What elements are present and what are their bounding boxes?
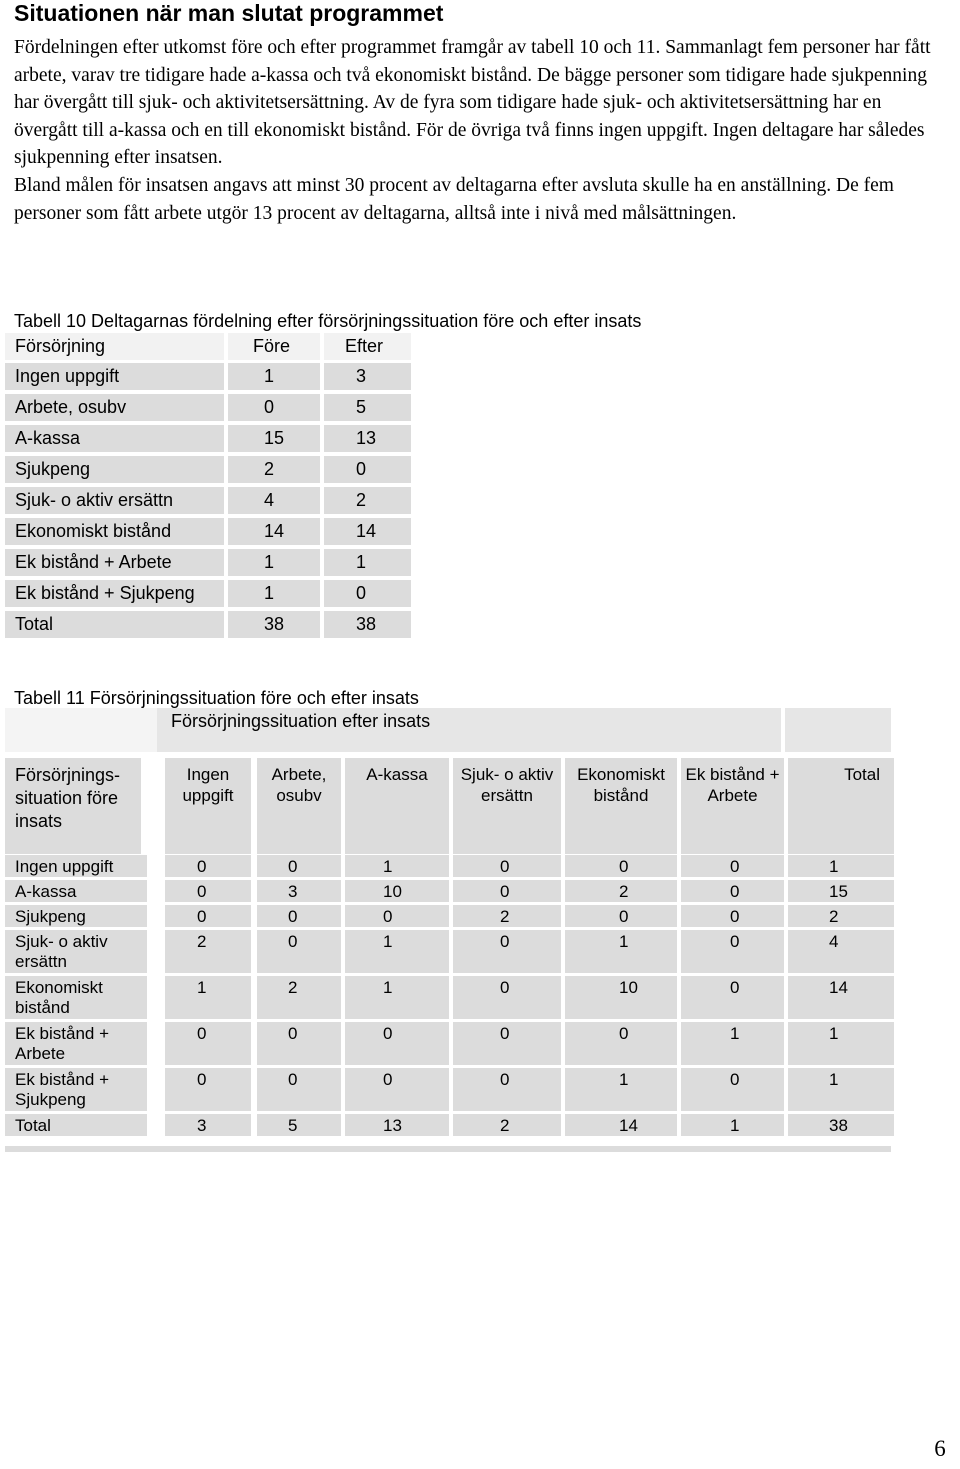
table11-col-header: Ingen uppgift [165, 758, 251, 854]
table11-cell: 3 [257, 880, 341, 902]
table11-row-label: Ingen uppgift [5, 855, 147, 877]
table11-cell: 1 [788, 1068, 894, 1111]
table11-cell: 2 [453, 905, 561, 927]
table11-row-header: Försörjnings-situation före insats [5, 758, 141, 854]
table11-row-label: A-kassa [5, 880, 147, 902]
table10-cell: 14 [324, 518, 411, 545]
table11-cell: 2 [165, 930, 251, 973]
table11-cell: 0 [681, 880, 784, 902]
table11-cell: 2 [565, 880, 677, 902]
table10-cell: 14 [228, 518, 320, 545]
table11-cell: 0 [345, 1022, 449, 1065]
table11-cell: 2 [257, 976, 341, 1019]
table10-cell: Ek bistånd + Sjukpeng [5, 580, 224, 607]
table10-cell: 1 [228, 580, 320, 607]
table10-header-cell: Efter [324, 333, 411, 360]
table10-cell: 4 [228, 487, 320, 514]
table11-cell: 1 [788, 1022, 894, 1065]
table10-cell: 2 [228, 456, 320, 483]
table11-col-header: Ek bistånd + Arbete [681, 758, 784, 854]
table10-cell: 38 [324, 611, 411, 638]
table11-cell: 0 [565, 1022, 677, 1065]
table10-cell: 1 [324, 549, 411, 576]
page-number: 6 [934, 1436, 946, 1461]
table10-header-cell: Före [228, 333, 320, 360]
table10-cell: 38 [228, 611, 320, 638]
table11-col-header: Sjuk- o aktiv ersättn [453, 758, 561, 854]
table11-row-label: Sjuk- o aktiv ersättn [5, 930, 147, 973]
table11-cell: 1 [681, 1022, 784, 1065]
table11-cell: 1 [345, 855, 449, 877]
table11-cell: 5 [257, 1114, 341, 1136]
table11-cell: 0 [681, 976, 784, 1019]
table11-cell: 14 [788, 976, 894, 1019]
table11-cell: 1 [345, 930, 449, 973]
table11-cell: 0 [257, 1068, 341, 1111]
table11-cell: 0 [453, 1068, 561, 1111]
table11-cell: 0 [565, 905, 677, 927]
table11-cell: 0 [453, 976, 561, 1019]
table11-row-label: Ek bistånd + Sjukpeng [5, 1068, 147, 1111]
table11-cell: 14 [565, 1114, 677, 1136]
table11-cell: 0 [453, 880, 561, 902]
table11-cell: 2 [788, 905, 894, 927]
table11-cell: 0 [681, 855, 784, 877]
table10-cell: Ek bistånd + Arbete [5, 549, 224, 576]
table11-col-header: Ekonomiskt bistånd [565, 758, 677, 854]
table11-cell: 0 [165, 905, 251, 927]
table10-cell: Sjukpeng [5, 456, 224, 483]
table11-cell: 0 [453, 930, 561, 973]
table10-cell: A-kassa [5, 425, 224, 452]
table11-cell: 0 [165, 1022, 251, 1065]
table11-cell: 1 [565, 930, 677, 973]
table11-cell: 0 [257, 905, 341, 927]
table10-cell: Ingen uppgift [5, 363, 224, 390]
table10-cell: 1 [228, 363, 320, 390]
table11-caption: Tabell 11 Försörjningssituation före och efter insats [14, 688, 419, 708]
paragraph-1: Fördelningen efter utkomst före och efter programmet framgår av tabell 10 och 11. Sammanlagt fem personer har fått arbete, varav tre tidigare hade a-kassa och två ekonomiskt bistånd. De bägge personer som tidigare hade sjukpenning har övergått till sjuk- och aktivitetsersättning. Av de fyra som tidigare hade sjuk- och aktivitetsersättning har en övergått till a-kassa och en till ekonomiskt bistånd. För de övriga två finns ingen uppgift. Ingen deltagare har således sjukpenning efter insatsen. [14, 37, 931, 169]
table11-row-label: Total [5, 1114, 147, 1136]
table11-cell: 0 [453, 1022, 561, 1065]
table11-cell: 0 [453, 855, 561, 877]
table10-cell: Sjuk- o aktiv ersättn [5, 487, 224, 514]
table11-cell: 0 [257, 855, 341, 877]
table10-cell: 15 [228, 425, 320, 452]
table11-footer-band [5, 1146, 891, 1152]
table11-cell: 10 [565, 976, 677, 1019]
table11-header-filler [5, 708, 157, 752]
table11-cell: 15 [788, 880, 894, 902]
table10-cell: 1 [228, 549, 320, 576]
table11-cell: 0 [257, 930, 341, 973]
table10-cell: Ekonomiskt bistånd [5, 518, 224, 545]
table11-header-filler [785, 708, 891, 752]
table11-cell: 0 [681, 930, 784, 973]
table11-cell: 0 [345, 905, 449, 927]
table10-cell: 0 [324, 580, 411, 607]
table10-cell: 13 [324, 425, 411, 452]
table11-cell: 1 [788, 855, 894, 877]
table11-cell: 13 [345, 1114, 449, 1136]
table10-cell: 0 [324, 456, 411, 483]
paragraph-2: Bland målen för insatsen angavs att minst 30 procent av deltagarna efter avsluta skulle ha en anställning. De fem personer som fått arbete utgör 13 procent av deltagarna, alltså inte i nivå med målsättningen. [14, 174, 894, 224]
table10-cell: 0 [228, 394, 320, 421]
table11-cell: 0 [565, 855, 677, 877]
table11-cell: 4 [788, 930, 894, 973]
table11-cell: 2 [453, 1114, 561, 1136]
table11-cell: 1 [565, 1068, 677, 1111]
table11-cell: 0 [681, 905, 784, 927]
table11-cell: 1 [345, 976, 449, 1019]
table11-cell: 38 [788, 1114, 894, 1136]
table11-cell: 0 [165, 880, 251, 902]
table10-cell: 3 [324, 363, 411, 390]
table11-cell: 0 [165, 855, 251, 877]
table11-cell: 10 [345, 880, 449, 902]
table10-cell: Arbete, osubv [5, 394, 224, 421]
table11-cell: 0 [165, 1068, 251, 1111]
table10-cell: Total [5, 611, 224, 638]
table11-cell: 1 [165, 976, 251, 1019]
table10-cell: 2 [324, 487, 411, 514]
table11-col-header: Total [788, 758, 894, 854]
table11-row-label: Sjukpeng [5, 905, 147, 927]
section-body [14, 34, 944, 227]
table11-row-label: Ek bistånd + Arbete [5, 1022, 147, 1065]
table11-cell: 3 [165, 1114, 251, 1136]
table11-group-header-label: Försörjningssituation efter insats [171, 711, 431, 731]
table10-caption: Tabell 10 Deltagarnas fördelning efter försörjningssituation före och efter insats [14, 311, 642, 331]
table11-cell: 0 [345, 1068, 449, 1111]
table11-row-label: Ekonomiskt bistånd [5, 976, 147, 1019]
table11-group-header [157, 708, 781, 752]
table10-header-cell: Försörjning [5, 333, 224, 360]
table11-col-header: Arbete, osubv [257, 758, 341, 854]
table11-cell: 1 [681, 1114, 784, 1136]
table11-cell: 0 [257, 1022, 341, 1065]
table11-col-header: A-kassa [345, 758, 449, 854]
section-heading: Situationen när man slutat programmet [14, 0, 444, 26]
table11-cell: 0 [681, 1068, 784, 1111]
table10-cell: 5 [324, 394, 411, 421]
